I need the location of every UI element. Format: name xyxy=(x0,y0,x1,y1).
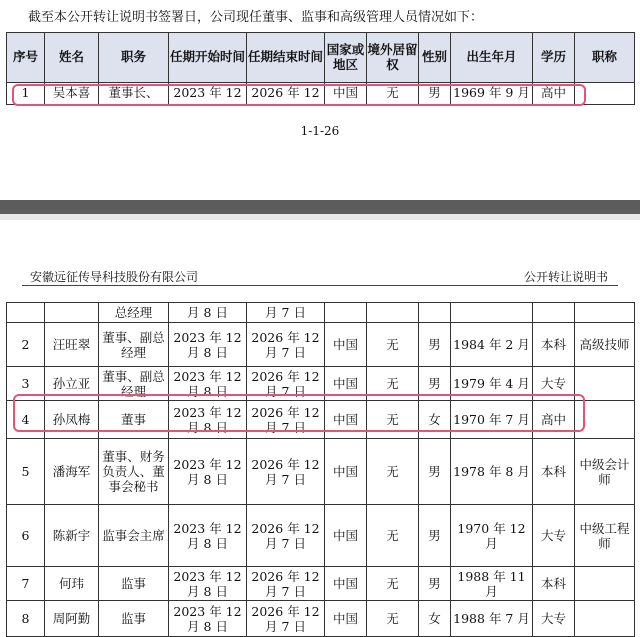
cell-end: 2026 年 12 xyxy=(247,83,325,105)
cell-gender: 男 xyxy=(419,367,451,401)
header-cell: 序号 xyxy=(7,33,45,83)
cell-start: 2023 年 12 月 8 日 xyxy=(169,601,247,637)
cell-end: 2026 年 12 月 7 日 xyxy=(247,323,325,367)
cell-no: 2 xyxy=(7,323,45,367)
cell-edu: 大专 xyxy=(533,367,575,401)
doc-header: 公开转让说明书 xyxy=(523,270,608,284)
cell-abroad: 无 xyxy=(367,601,419,637)
cell-start: 2023 年 12 月 8 日 xyxy=(169,505,247,567)
header-cell: 学历 xyxy=(533,33,575,83)
cell-name: 何玮 xyxy=(45,567,99,601)
cell-start: 2023 年 12 月 8 日 xyxy=(169,323,247,367)
cell-rank xyxy=(575,601,635,637)
cell-birth: 1978 年 8 月 xyxy=(451,439,533,505)
cell-edu: 本科 xyxy=(533,439,575,505)
header-cell: 性别 xyxy=(419,33,451,83)
table-row xyxy=(7,323,635,367)
header-cell: 出生年月 xyxy=(451,33,533,83)
cell-start: 2023 年 12 月 8 日 xyxy=(169,401,247,439)
cell-birth: 1979 年 4 月 xyxy=(451,367,533,401)
cell-no: 8 xyxy=(7,601,45,637)
cell-abroad: 无 xyxy=(367,505,419,567)
cell-edu: 大专 xyxy=(533,601,575,637)
cell-start: 月 8 日 xyxy=(169,303,247,323)
cell-country: 中国 xyxy=(325,601,367,637)
cell-abroad: 无 xyxy=(367,439,419,505)
cell-name: 潘海军 xyxy=(45,439,99,505)
cell-birth: 1984 年 2 月 xyxy=(451,323,533,367)
cell-title: 监事 xyxy=(99,567,169,601)
cell-title: 董事、财务负责人、董事会秘书 xyxy=(99,439,169,505)
cell-title: 董事长、 xyxy=(99,83,169,105)
cell-name: 孙立亚 xyxy=(45,367,99,401)
cell-no: 5 xyxy=(7,439,45,505)
cell-start: 2023 年 12 月 8 日 xyxy=(169,439,247,505)
cell-abroad: 无 xyxy=(367,83,419,105)
cell-start: 2023 年 12 月 8 日 xyxy=(169,367,247,401)
cell-title: 总经理 xyxy=(99,303,169,323)
cell-edu: 本科 xyxy=(533,567,575,601)
header-cell: 任期结束时间 xyxy=(247,33,325,83)
highlight-box-row-4 xyxy=(13,394,585,432)
cell-start: 2023 年 12 xyxy=(169,83,247,105)
cell-abroad: 无 xyxy=(367,367,419,401)
cell-title: 董事、副总经理 xyxy=(99,367,169,401)
cell-country: 中国 xyxy=(325,367,367,401)
cell-end: 2026 年 12 月 7 日 xyxy=(247,505,325,567)
cell-gender: 男 xyxy=(419,505,451,567)
company-header: 安徽远征传导科技股份有限公司 xyxy=(30,270,199,284)
cell-country: 中国 xyxy=(325,401,367,439)
personnel-table-continued xyxy=(6,302,635,637)
table-row-continuation xyxy=(7,303,635,323)
header-cell: 姓名 xyxy=(45,33,99,83)
cell-abroad: 无 xyxy=(367,401,419,439)
cell-name: 周阿勤 xyxy=(45,601,99,637)
cell-end: 2026 年 12 月 7 日 xyxy=(247,601,325,637)
highlight-box-row-1 xyxy=(12,84,586,106)
cell-rank: 中级会计师 xyxy=(575,439,635,505)
header-cell: 境外居留权 xyxy=(367,33,419,83)
cell-name: 孙凤梅 xyxy=(45,401,99,439)
cell-start: 2023 年 12 月 8 日 xyxy=(169,567,247,601)
cell-end: 2026 年 12 月 7 日 xyxy=(247,567,325,601)
header-cell: 职务 xyxy=(99,33,169,83)
cell-country: 中国 xyxy=(325,505,367,567)
cell-edu: 高中 xyxy=(533,401,575,439)
cell-rank xyxy=(575,567,635,601)
cell-gender: 男 xyxy=(419,323,451,367)
cell-gender: 男 xyxy=(419,83,451,105)
cell-edu: 大专 xyxy=(533,505,575,567)
header-cell: 任期开始时间 xyxy=(169,33,247,83)
intro-text: 截至本公开转让说明书签署日，公司现任董事、监事和高级管理人员情况如下： xyxy=(28,10,484,25)
cell-gender: 男 xyxy=(419,439,451,505)
page-separator-gap xyxy=(0,214,640,220)
cell-gender: 女 xyxy=(419,601,451,637)
cell-edu: 本科 xyxy=(533,323,575,367)
table-row xyxy=(7,567,635,601)
cell-birth: 1988 年 7 月 xyxy=(451,601,533,637)
cell-country: 中国 xyxy=(325,323,367,367)
cell-edu: 高中 xyxy=(533,83,575,105)
cell-birth: 1988 年 11 月 xyxy=(451,567,533,601)
cell-title: 董事 xyxy=(99,401,169,439)
cell-end: 2026 年 12 月 7 日 xyxy=(247,401,325,439)
cell-end: 2026 年 12 月 7 日 xyxy=(247,439,325,505)
table-row xyxy=(7,601,635,637)
cell-rank: 中级工程师 xyxy=(575,505,635,567)
cell-name: 陈新宇 xyxy=(45,505,99,567)
table-header-row xyxy=(7,33,635,83)
cell-title: 董事、副总经理 xyxy=(99,323,169,367)
cell-no: 4 xyxy=(7,401,45,439)
cell-country: 中国 xyxy=(325,439,367,505)
page-separator xyxy=(0,200,640,214)
cell-no: 1 xyxy=(7,83,45,105)
cell-title: 监事 xyxy=(99,601,169,637)
cell-title: 监事会主席 xyxy=(99,505,169,567)
cell-name: 汪旺翠 xyxy=(45,323,99,367)
cell-no: 6 xyxy=(7,505,45,567)
cell-gender: 男 xyxy=(419,567,451,601)
cell-end: 月 7 日 xyxy=(247,303,325,323)
cell-no: 7 xyxy=(7,567,45,601)
cell-country: 中国 xyxy=(325,567,367,601)
page-number: 1-1-26 xyxy=(300,124,340,138)
table-row xyxy=(7,505,635,567)
header-cell: 国家或地区 xyxy=(325,33,367,83)
cell-rank: 高级技师 xyxy=(575,323,635,367)
cell-birth: 1969 年 9 月 xyxy=(451,83,533,105)
cell-birth: 1970 年 12 月 xyxy=(451,505,533,567)
cell-country: 中国 xyxy=(325,83,367,105)
cell-gender: 女 xyxy=(419,401,451,439)
cell-end: 2026 年 12 月 7 日 xyxy=(247,367,325,401)
header-cell: 职称 xyxy=(575,33,635,83)
cell-name: 吴本喜 xyxy=(45,83,99,105)
table-row xyxy=(7,439,635,505)
cell-no: 3 xyxy=(7,367,45,401)
cell-abroad: 无 xyxy=(367,567,419,601)
header-divider xyxy=(22,285,618,286)
cell-abroad: 无 xyxy=(367,323,419,367)
cell-birth: 1970 年 7 月 xyxy=(451,401,533,439)
